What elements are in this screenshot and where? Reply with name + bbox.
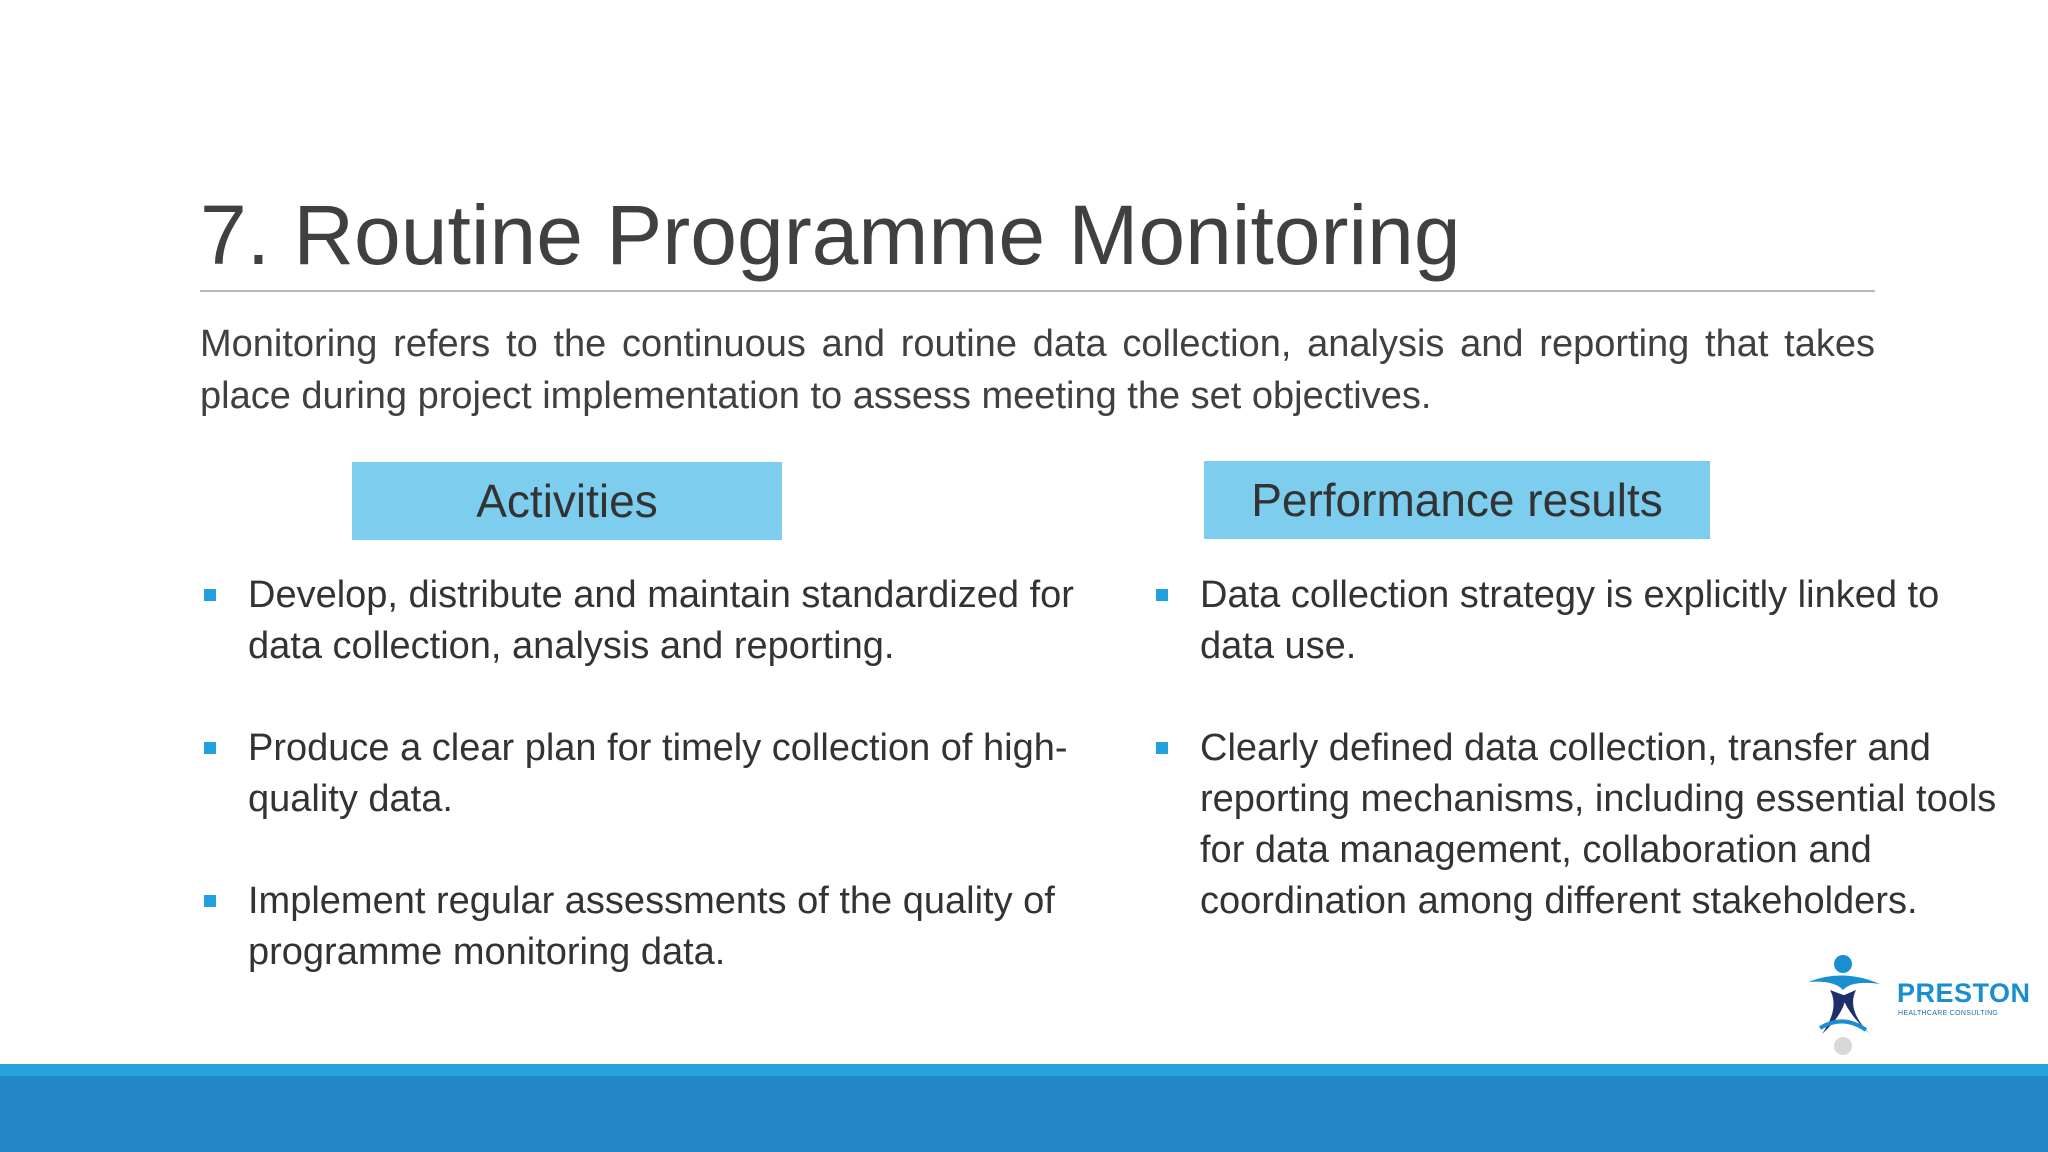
- list-item: [1152, 723, 2012, 927]
- person-figure-icon: [1800, 950, 1896, 1060]
- logo-tagline: HEALTHCARE CONSULTING: [1898, 1010, 1999, 1017]
- performance-results-list: [1152, 570, 2012, 978]
- footer-bar: [0, 1076, 2048, 1152]
- activities-list: [200, 570, 1120, 1029]
- square-bullet-icon: [204, 589, 216, 601]
- square-bullet-icon: [204, 895, 216, 907]
- list-item: [1152, 570, 2012, 672]
- title-divider: [200, 290, 1875, 292]
- list-item: [200, 876, 1120, 978]
- activities-header: Activities: [352, 462, 782, 540]
- logo-wordmark: PRESTON: [1897, 978, 2031, 1008]
- list-item: [200, 570, 1120, 672]
- square-bullet-icon: [1156, 742, 1168, 754]
- list-item-text: Develop, distribute and maintain standardized for data collection, analysis and reporting.: [248, 574, 1074, 667]
- footer-accent-bar: [0, 1064, 2048, 1076]
- list-item-text: Data collection strategy is explicitly linked to data use.: [1200, 574, 1940, 667]
- intro-paragraph: Monitoring refers to the continuous and routine data collection, analysis and reporting that takes place during project implementation to assess meeting the set objectives.: [200, 323, 1875, 417]
- list-item: [200, 723, 1120, 825]
- preston-logo: [1800, 950, 2040, 1060]
- square-bullet-icon: [204, 742, 216, 754]
- performance-results-header: Performance results: [1204, 461, 1710, 539]
- square-bullet-icon: [1156, 589, 1168, 601]
- list-item-text: Implement regular assessments of the quality of programme monitoring data.: [248, 880, 1055, 973]
- list-item-text: Clearly defined data collection, transfer and reporting mechanisms, including essential tools for data management, collaboration and coordination among different stakeholders.: [1200, 727, 1997, 922]
- list-item-text: Produce a clear plan for timely collection of high-quality data.: [248, 727, 1068, 820]
- slide-title: 7. Routine Programme Monitoring: [200, 188, 1461, 282]
